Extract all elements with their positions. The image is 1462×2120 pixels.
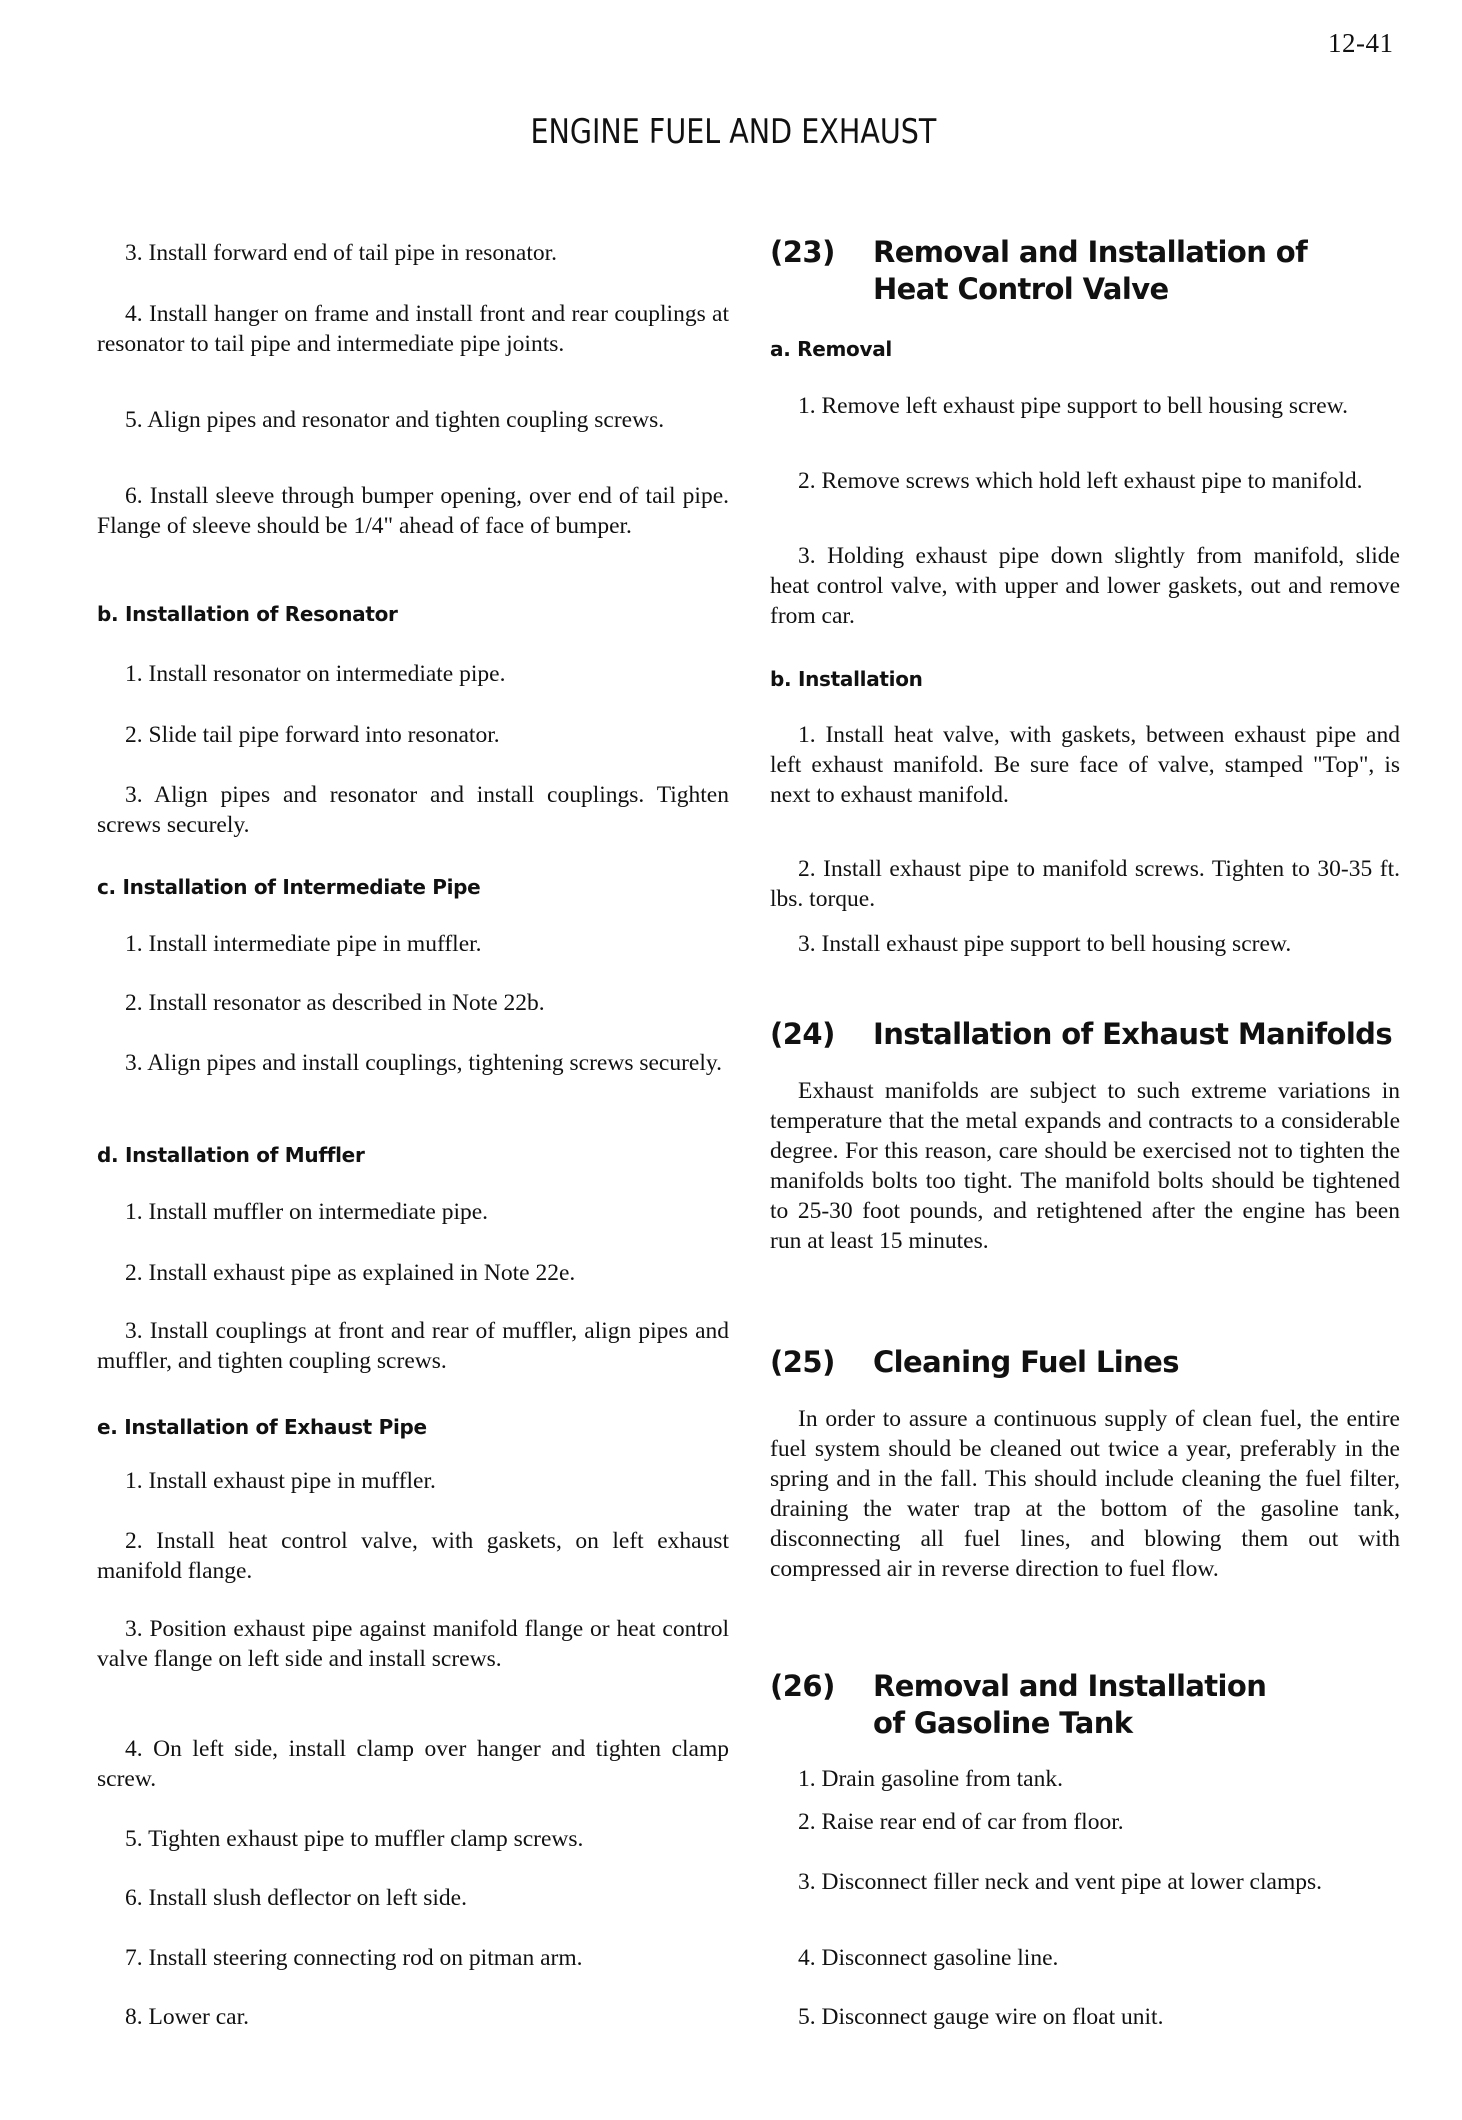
- step-text: 6. Install slush deflector on left side.: [125, 1885, 467, 1911]
- step-text: 2. Install exhaust pipe to manifold screws. Tighten to 30-35 ft. lbs. torque.: [770, 856, 1400, 912]
- section-number: (26): [770, 1669, 835, 1703]
- step-text: 4. Disconnect gasoline line.: [798, 1945, 1059, 1971]
- step-text: 3. Install forward end of tail pipe in resonator.: [125, 240, 558, 266]
- step-text: 3. Install exhaust pipe support to bell housing screw.: [798, 931, 1292, 957]
- step-text: 2. Install resonator as described in Note 22b.: [125, 990, 545, 1016]
- step-text: 2. Slide tail pipe forward into resonator.: [125, 722, 500, 748]
- step-text: 2. Remove screws which hold left exhaust pipe to manifold.: [798, 468, 1363, 494]
- section-heading-26: [770, 1668, 1400, 1742]
- step-text: 3. Disconnect filler neck and vent pipe at lower clamps.: [798, 1869, 1322, 1895]
- step-text: 2. Raise rear end of car from floor.: [798, 1809, 1124, 1835]
- step-text: 1. Drain gasoline from tank.: [798, 1766, 1063, 1792]
- section-heading: c. Installation of Intermediate Pipe: [97, 875, 481, 899]
- section-number: (24): [770, 1017, 835, 1051]
- step-text: 1. Install heat valve, with gaskets, between exhaust pipe and left exhaust manifold. Be sure face of valve, stamped "Top", is next to exhaust manifold.: [770, 722, 1400, 808]
- step-text: 1. Install exhaust pipe in muffler.: [125, 1468, 436, 1494]
- section-title: Installation of Exhaust Manifolds: [873, 1017, 1392, 1051]
- step-text: 5. Align pipes and resonator and tighten coupling screws.: [125, 407, 665, 433]
- section-heading-24: [770, 1016, 1400, 1053]
- step-text: 8. Lower car.: [125, 2004, 249, 2030]
- step-text: 1. Install resonator on intermediate pipe.: [125, 661, 506, 687]
- section-number: (25): [770, 1345, 835, 1379]
- step-text: 3. Align pipes and install couplings, tightening screws securely.: [125, 1050, 722, 1076]
- section-title-line: Removal and Installation: [873, 1669, 1267, 1703]
- step-text: 7. Install steering connecting rod on pitman arm.: [125, 1945, 583, 1971]
- section-title-line: Heat Control Valve: [873, 272, 1169, 306]
- step-text: 3. Holding exhaust pipe down slightly from manifold, slide heat control valve, with upper and lower gaskets, out and remove from car.: [770, 543, 1400, 629]
- step-text: 3. Install couplings at front and rear of muffler, align pipes and muffler, and tighten coupling screws.: [97, 1318, 729, 1374]
- section-title: [873, 1668, 1266, 1742]
- step-text: 2. Install exhaust pipe as explained in Note 22e.: [125, 1260, 576, 1286]
- section-number: (23): [770, 235, 835, 269]
- step-text: 3. Position exhaust pipe against manifold flange or heat control valve flange on left side and install screws.: [97, 1616, 729, 1672]
- subsection-heading: a. Removal: [770, 337, 892, 361]
- step-text: 6. Install sleeve through bumper opening, over end of tail pipe. Flange of sleeve should be 1/4" ahead of face of bumper.: [97, 483, 729, 539]
- section-heading: d. Installation of Muffler: [97, 1143, 365, 1167]
- section-title-line: of Gasoline Tank: [873, 1706, 1133, 1740]
- section-heading: b. Installation of Resonator: [97, 602, 398, 626]
- page-title: ENGINE FUEL AND EXHAUST: [530, 112, 937, 152]
- step-text: 2. Install heat control valve, with gaskets, on left exhaust manifold flange.: [97, 1528, 729, 1584]
- step-text: 5. Disconnect gauge wire on float unit.: [798, 2004, 1164, 2030]
- section-heading-23: [770, 234, 1400, 308]
- step-text: 1. Remove left exhaust pipe support to bell housing screw.: [798, 393, 1348, 419]
- step-text: 1. Install intermediate pipe in muffler.: [125, 931, 482, 957]
- section-title: Cleaning Fuel Lines: [873, 1345, 1179, 1379]
- section-heading-25: [770, 1344, 1400, 1381]
- subsection-heading: b. Installation: [770, 667, 923, 691]
- step-text: 3. Align pipes and resonator and install couplings. Tighten screws securely.: [97, 782, 729, 838]
- step-text: 4. Install hanger on frame and install front and rear couplings at resonator to tail pipe and intermediate pipe joints.: [97, 301, 729, 357]
- step-text: 1. Install muffler on intermediate pipe.: [125, 1199, 489, 1225]
- step-text: 5. Tighten exhaust pipe to muffler clamp screws.: [125, 1826, 584, 1852]
- section-heading: e. Installation of Exhaust Pipe: [97, 1415, 427, 1439]
- step-text: 4. On left side, install clamp over hanger and tighten clamp screw.: [97, 1736, 729, 1792]
- page-number: 12-41: [1328, 28, 1394, 58]
- body-text: Exhaust manifolds are subject to such extreme variations in temperature that the metal expands and contracts to a considerable degree. For this reason, care should be exercised not to tighten the manifolds bolts too tight. The manifold bolts should be tightened to 25-30 foot pounds, and retightened after the engine has been run at least 15 minutes.: [770, 1078, 1400, 1254]
- section-title: [873, 234, 1307, 308]
- section-title-line: Removal and Installation of: [873, 235, 1308, 269]
- body-text: In order to assure a continuous supply of clean fuel, the entire fuel system should be cleaned out twice a year, preferably in the spring and in the fall. This should include cleaning the fuel filter, draining the water trap at the bottom of the gasoline tank, disconnecting all fuel lines, and blowing them out with compressed air in reverse direction to fuel flow.: [770, 1406, 1400, 1582]
